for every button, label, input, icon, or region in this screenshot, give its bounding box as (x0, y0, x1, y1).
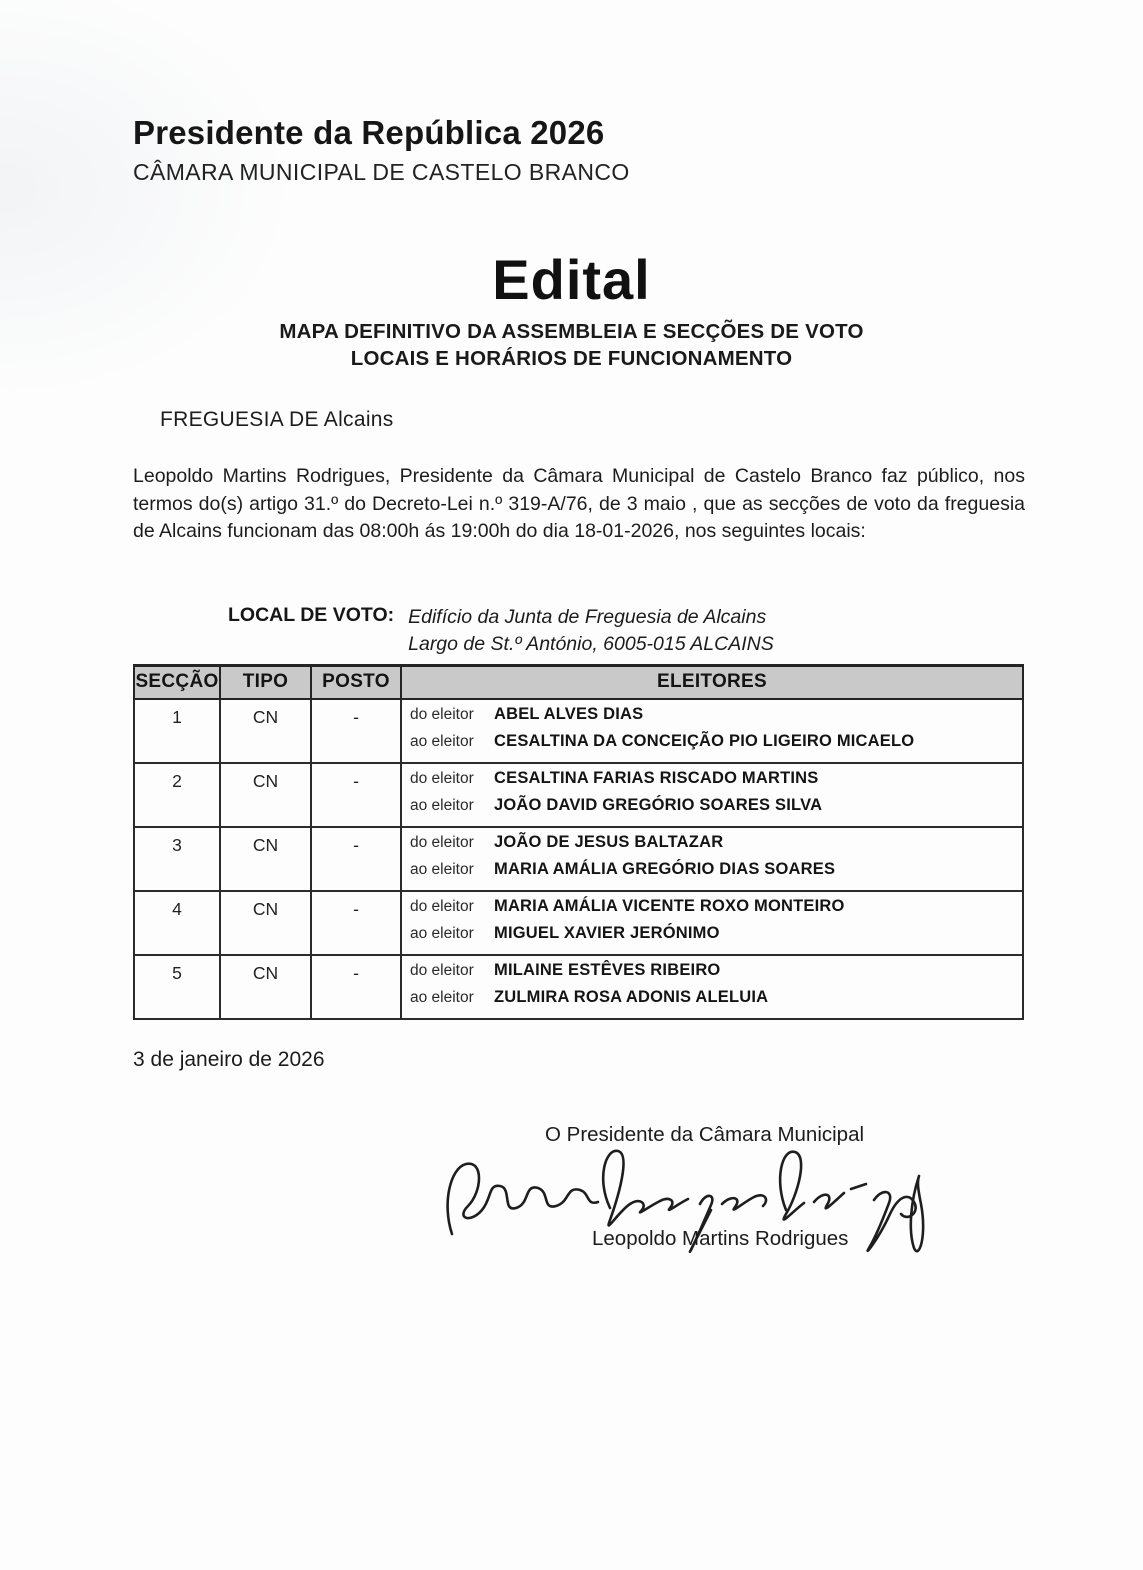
notice-paragraph: Leopoldo Martins Rodrigues, Presidente da Câmara Municipal de Castelo Branco faz público, nos termos do(s) artigo 31.º do Decreto-Lei n.º 319-A/76, de 3 maio , que as secções de voto da freguesia de Alcains funcionam das 08:00h ás 19:00h do dia 18-01-2026, nos seguintes locais: (133, 465, 1025, 542)
freguesia-line: FREGUESIA DE Alcains (160, 408, 394, 431)
to-name: JOÃO DAVID GREGÓRIO SOARES SILVA (494, 795, 823, 814)
from-label: do eleitor (410, 897, 474, 915)
edital-block (0, 247, 1143, 372)
to-line (410, 732, 1018, 758)
from-line (410, 705, 1018, 731)
to-name: MARIA AMÁLIA GREGÓRIO DIAS SOARES (494, 859, 836, 878)
from-label: do eleitor (410, 705, 474, 723)
local-address-line2: Largo de St.º António, 6005-015 ALCAINS (408, 633, 774, 655)
to-line (410, 988, 1018, 1014)
from-label: do eleitor (410, 961, 474, 979)
table-row (134, 891, 1023, 955)
column-header-eleitores: ELEITORES (401, 666, 1023, 699)
posto-cell: - (311, 827, 401, 891)
table-row (134, 763, 1023, 827)
tipo-cell: CN (220, 763, 311, 827)
to-label: ao eleitor (410, 860, 474, 878)
to-line (410, 924, 1018, 950)
column-header-tipo: TIPO (220, 666, 311, 699)
eleitores-cell (401, 763, 1023, 827)
document-header (133, 114, 630, 186)
from-label: do eleitor (410, 769, 474, 787)
municipality-name: CÂMARA MUNICIPAL DE CASTELO BRANCO (133, 159, 630, 185)
local-de-voto (228, 604, 774, 658)
signatory-title: O Presidente da Câmara Municipal (545, 1123, 865, 1146)
from-label: do eleitor (410, 833, 474, 851)
to-label: ao eleitor (410, 924, 474, 942)
eleitores-cell (401, 891, 1023, 955)
eleitores-cell (401, 955, 1023, 1019)
to-line (410, 796, 1018, 822)
local-de-voto-label: LOCAL DE VOTO: (228, 604, 395, 626)
to-name: MIGUEL XAVIER JERÓNIMO (494, 923, 720, 942)
tipo-cell: CN (220, 891, 311, 955)
to-label: ao eleitor (410, 796, 474, 814)
tipo-cell: CN (220, 955, 311, 1019)
from-line (410, 961, 1018, 987)
posto-cell: - (311, 763, 401, 827)
posto-cell: - (311, 891, 401, 955)
from-name: ABEL ALVES DIAS (494, 704, 644, 723)
eleitores-cell (401, 699, 1023, 763)
edital-title: Edital (492, 248, 651, 311)
from-line (410, 833, 1018, 859)
from-name: JOÃO DE JESUS BALTAZAR (494, 832, 724, 851)
eleitores-cell (401, 827, 1023, 891)
tipo-cell: CN (220, 827, 311, 891)
election-title: Presidente da República 2026 (133, 114, 605, 151)
edital-subtitle-line2: LOCAIS E HORÁRIOS DE FUNCIONAMENTO (350, 347, 793, 370)
from-line (410, 897, 1018, 923)
to-label: ao eleitor (410, 732, 474, 750)
posto-cell: - (311, 955, 401, 1019)
tipo-cell: CN (220, 699, 311, 763)
seccao-cell: 3 (134, 827, 220, 891)
to-name: ZULMIRA ROSA ADONIS ALELUIA (494, 987, 769, 1006)
signatory-name: Leopoldo Martins Rodrigues (592, 1227, 849, 1250)
seccao-cell: 4 (134, 891, 220, 955)
seccao-cell: 5 (134, 955, 220, 1019)
column-header-posto: POSTO (311, 666, 401, 699)
to-name: CESALTINA DA CONCEIÇÃO PIO LIGEIRO MICAELO (494, 731, 915, 750)
from-name: MILAINE ESTÊVES RIBEIRO (494, 960, 721, 979)
to-line (410, 860, 1018, 886)
table-header-row (134, 666, 1023, 699)
from-name: MARIA AMÁLIA VICENTE ROXO MONTEIRO (494, 896, 845, 915)
sections-table (133, 664, 1024, 1020)
seccao-cell: 1 (134, 699, 220, 763)
column-header-seccao: SECÇÃO (134, 666, 220, 699)
posto-cell: - (311, 699, 401, 763)
edital-subtitle-line1: MAPA DEFINITIVO DA ASSEMBLEIA E SECÇÕES DE VOTO (279, 320, 864, 343)
seccao-cell: 2 (134, 763, 220, 827)
local-address-line1: Edifício da Junta de Freguesia de Alcains (408, 606, 767, 628)
local-de-voto-address (408, 604, 774, 658)
document-date: 3 de janeiro de 2026 (133, 1048, 325, 1071)
table-row (134, 827, 1023, 891)
from-line (410, 769, 1018, 795)
table-row (134, 955, 1023, 1019)
to-label: ao eleitor (410, 988, 474, 1006)
from-name: CESALTINA FARIAS RISCADO MARTINS (494, 768, 819, 787)
edital-subtitle (0, 318, 1143, 372)
table-row (134, 699, 1023, 763)
